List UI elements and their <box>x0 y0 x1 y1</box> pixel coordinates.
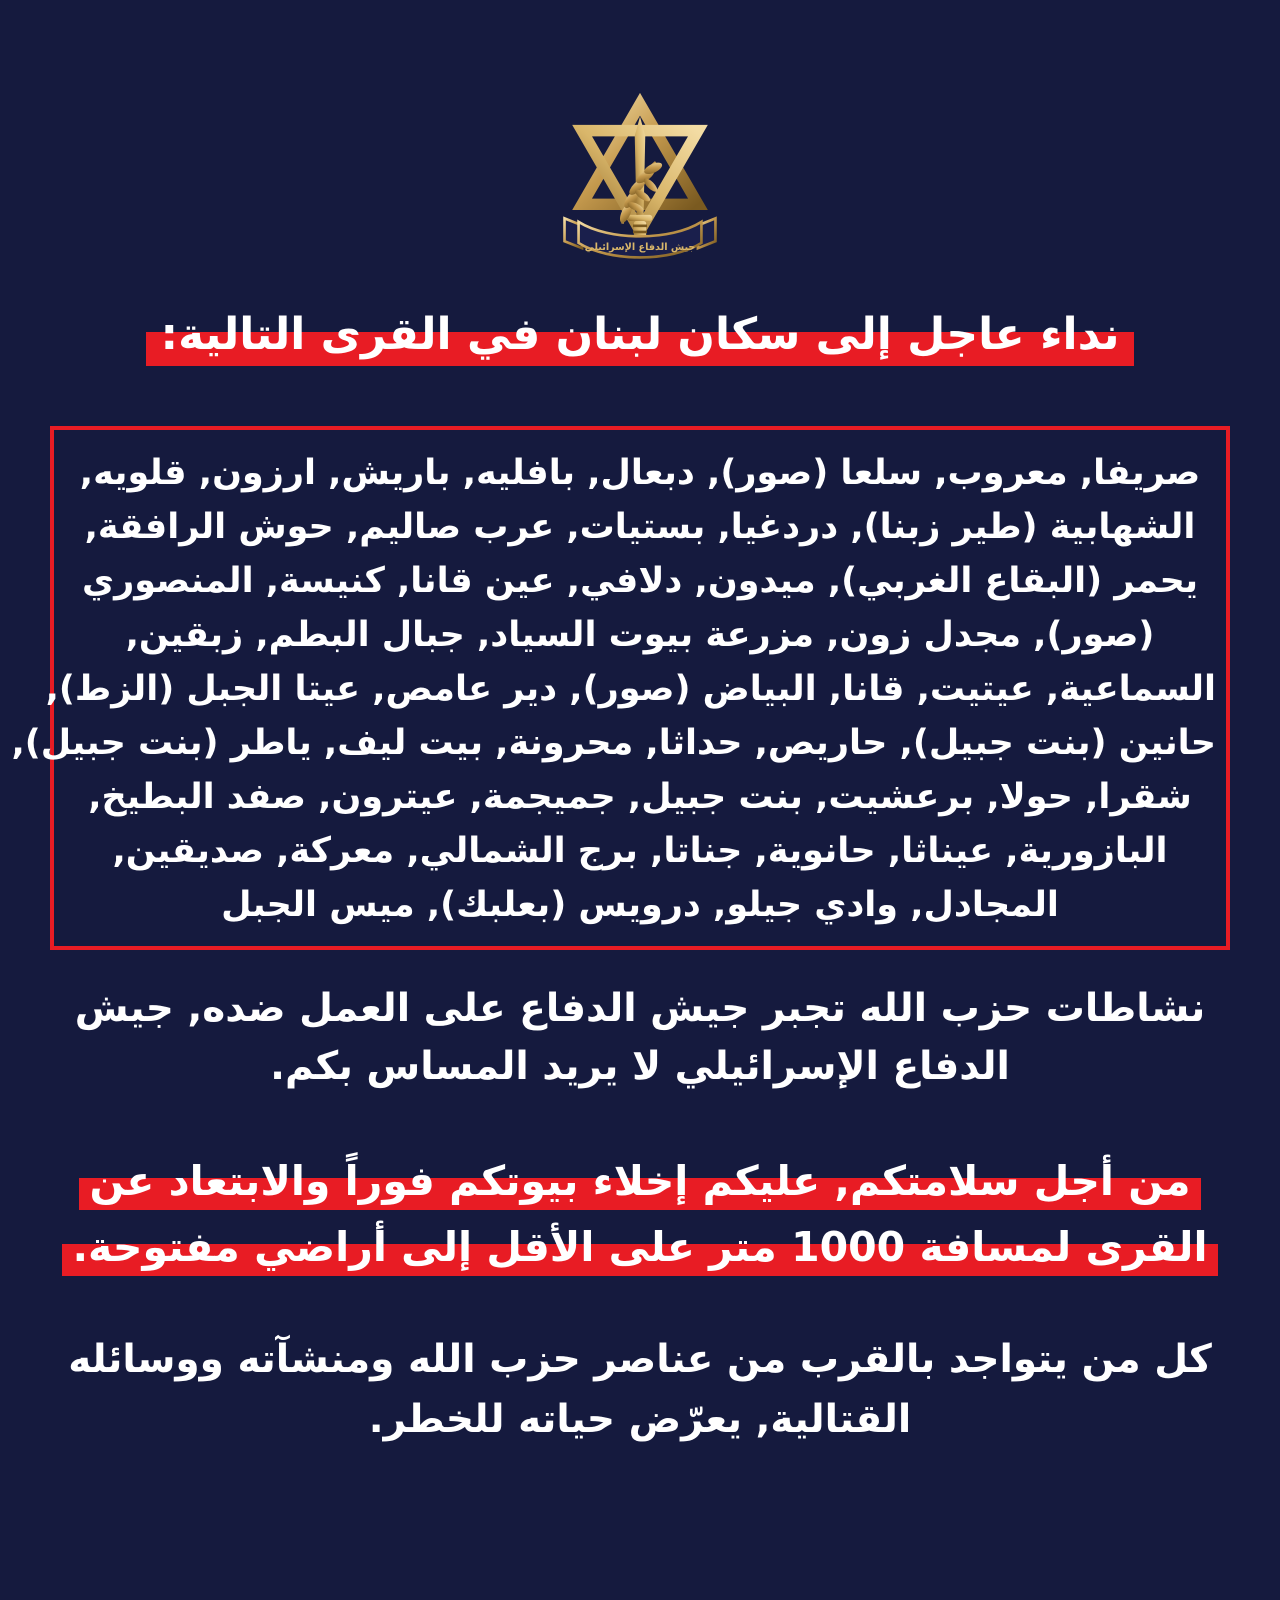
villages-line: شقرا, حولا, برعشيت, بنت جبيل, جميجمة, عيترون, صفد البطيخ, <box>88 777 1192 817</box>
villages-line: صريفا, معروب, سلعا (صور), دبعال, بافليه, باريش, ارزون, قلويه, <box>79 453 1201 493</box>
idf-emblem-icon <box>552 92 728 264</box>
villages-list-box <box>11 426 1230 950</box>
warning-paragraph <box>0 1148 1280 1280</box>
villages-line: حانين (بنت جبيل), حاريص, حداثا, محرونة, بيت ليف, ياطر (بنت جبيل), <box>11 723 1216 763</box>
danger-paragraph <box>0 1330 1280 1450</box>
warning-highlight: القرى لمسافة 1000 متر على الأقل إلى أراضي مفتوحة. <box>62 1223 1217 1276</box>
villages-line: المجادل, وادي جيلو, درويس (بعلبك), ميس الجبل <box>221 885 1059 925</box>
page-title <box>0 306 1280 364</box>
villages-line: السماعية, عيتيت, قانا, البياض (صور), دير عامص, عيتا الجبل (الزط), <box>45 669 1216 709</box>
villages-line: (صور), مجدل زون, مزرعة بيوت السياد, جبال البطم, زبقين, <box>125 615 1155 655</box>
title-highlight: نداء عاجل إلى سكان لبنان في القرى التالية: <box>146 309 1133 366</box>
warning-line <box>0 1214 1280 1280</box>
danger-line: القتالية, يعرّض حياته للخطر. <box>368 1397 912 1442</box>
warning-line <box>0 1148 1280 1214</box>
ribbon-text: جيش الدفاع الإسرائيلي <box>584 241 696 253</box>
villages-line: البازورية, عيناثا, حانوية, جناتا, برج الشمالي, معركة, صديقين, <box>112 831 1168 871</box>
danger-line: كل من يتواجد بالقرب من عناصر حزب الله ومنشآته ووسائله <box>68 1337 1212 1382</box>
villages-line: يحمر (البقاع الغربي), ميدون, دلافي, عين قانا, كنيسة, المنصوري <box>82 561 1198 601</box>
info-line: نشاطات حزب الله تجبر جيش الدفاع على العمل ضده, جيش <box>74 986 1206 1031</box>
info-line: الدفاع الإسرائيلي لا يريد المساس بكم. <box>270 1044 1010 1089</box>
warning-highlight: من أجل سلامتكم, عليكم إخلاء بيوتكم فوراً والابتعاد عن <box>79 1157 1200 1210</box>
villages-line: الشهابية (طير زبنا), دردغيا, بستيات, عرب صاليم, حوش الرافقة, <box>84 507 1196 547</box>
info-paragraph <box>0 980 1280 1096</box>
evacuation-flyer <box>0 92 1280 1600</box>
